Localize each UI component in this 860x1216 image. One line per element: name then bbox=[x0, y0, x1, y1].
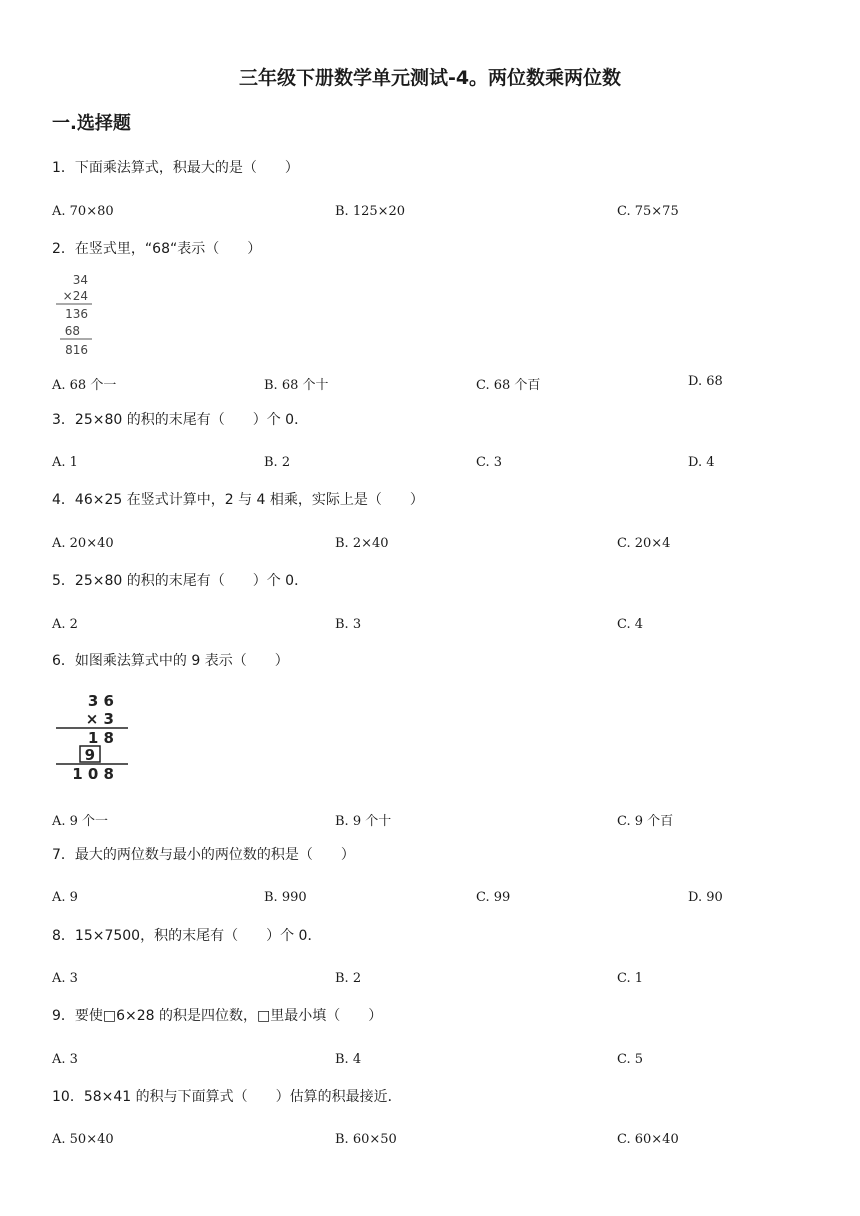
q8-option-a[interactable]: A. 3 bbox=[52, 971, 78, 986]
question-5: 5．25×80 的积的末尾有（ ）个 0． bbox=[52, 573, 309, 589]
page-title: 三年级下册数学单元测试-4。两位数乘两位数 bbox=[238, 67, 622, 89]
q1-option-a[interactable]: A. 70×80 bbox=[52, 204, 114, 219]
question-8: 8．15×7500，积的末尾有（ ）个 0． bbox=[52, 928, 322, 944]
q3-option-d[interactable]: D. 4 bbox=[688, 455, 715, 470]
question-1: 1．下面乘法算式，积最大的是（ ） bbox=[52, 160, 299, 176]
q2-vertical-multiplication-figure bbox=[52, 268, 112, 360]
q4-option-c[interactable]: C. 20×4 bbox=[617, 536, 671, 551]
q1-option-b[interactable]: B. 125×20 bbox=[335, 204, 406, 219]
q1-option-c[interactable]: C. 75×75 bbox=[617, 204, 679, 219]
q9-option-a[interactable]: A. 3 bbox=[52, 1052, 78, 1067]
q9-option-c[interactable]: C. 5 bbox=[617, 1052, 644, 1067]
q4-option-a[interactable]: A. 20×40 bbox=[52, 536, 114, 551]
q6-fig-product: 1 0 8 bbox=[72, 765, 114, 783]
question-9: 9．要使□6×28 的积是四位数，□里最小填（ ） bbox=[52, 1008, 383, 1024]
q10-option-a[interactable]: A. 50×40 bbox=[52, 1132, 114, 1147]
q7-option-c[interactable]: C. 99 bbox=[476, 890, 511, 905]
q6-option-c[interactable]: C. 9 个百 bbox=[617, 814, 674, 829]
q2-fig-partial-1: 136 bbox=[65, 307, 88, 321]
question-10: 10．58×41 的积与下面算式（ ）估算的积最接近． bbox=[52, 1089, 402, 1105]
q3-option-a[interactable]: A. 1 bbox=[52, 455, 78, 470]
question-3: 3．25×80 的积的末尾有（ ）个 0． bbox=[52, 412, 309, 428]
q5-option-b[interactable]: B. 3 bbox=[335, 617, 362, 632]
section-heading: 一.选择题 bbox=[52, 113, 131, 134]
question-2: 2．在竖式里，“68“表示（ ） bbox=[52, 241, 262, 257]
q2-fig-product: 816 bbox=[65, 343, 88, 357]
question-4: 4．46×25 在竖式计算中，2 与 4 相乘，实际上是（ ） bbox=[52, 492, 424, 508]
q2-option-d[interactable]: D. 68 bbox=[688, 374, 723, 389]
q5-option-a[interactable]: A. 2 bbox=[52, 617, 78, 632]
q8-option-c[interactable]: C. 1 bbox=[617, 971, 644, 986]
q2-fig-multiplicand: 34 bbox=[72, 273, 88, 287]
q4-option-b[interactable]: B. 2×40 bbox=[335, 536, 389, 551]
q6-option-a[interactable]: A. 9 个一 bbox=[52, 814, 109, 829]
q7-option-b[interactable]: B. 990 bbox=[264, 890, 307, 905]
q10-option-b[interactable]: B. 60×50 bbox=[335, 1132, 397, 1147]
q3-option-b[interactable]: B. 2 bbox=[264, 455, 291, 470]
q3-option-c[interactable]: C. 3 bbox=[476, 455, 503, 470]
q5-option-c[interactable]: C. 4 bbox=[617, 617, 644, 632]
q6-fig-partial-2: 9 bbox=[84, 746, 95, 764]
question-6: 6．如图乘法算式中的 9 表示（ ） bbox=[52, 653, 289, 669]
q6-fig-multiplier: × 3 bbox=[85, 710, 114, 728]
q6-vertical-multiplication-figure bbox=[52, 690, 136, 786]
q2-fig-partial-2: 68 bbox=[64, 324, 80, 338]
q9-option-b[interactable]: B. 4 bbox=[335, 1052, 362, 1067]
q6-fig-partial-1: 1 8 bbox=[87, 729, 114, 747]
q2-option-a[interactable]: A. 68 个一 bbox=[52, 378, 117, 393]
q6-option-b[interactable]: B. 9 个十 bbox=[335, 814, 392, 829]
q10-option-c[interactable]: C. 60×40 bbox=[617, 1132, 679, 1147]
q7-option-d[interactable]: D. 90 bbox=[688, 890, 723, 905]
question-7: 7．最大的两位数与最小的两位数的积是（ ） bbox=[52, 847, 355, 863]
q7-option-a[interactable]: A. 9 bbox=[52, 890, 78, 905]
q6-fig-multiplicand: 3 6 bbox=[87, 692, 114, 710]
q8-option-b[interactable]: B. 2 bbox=[335, 971, 362, 986]
q2-option-b[interactable]: B. 68 个十 bbox=[264, 378, 329, 393]
q2-option-c[interactable]: C. 68 个百 bbox=[476, 378, 541, 393]
q2-fig-multiplier: ×24 bbox=[62, 289, 88, 303]
